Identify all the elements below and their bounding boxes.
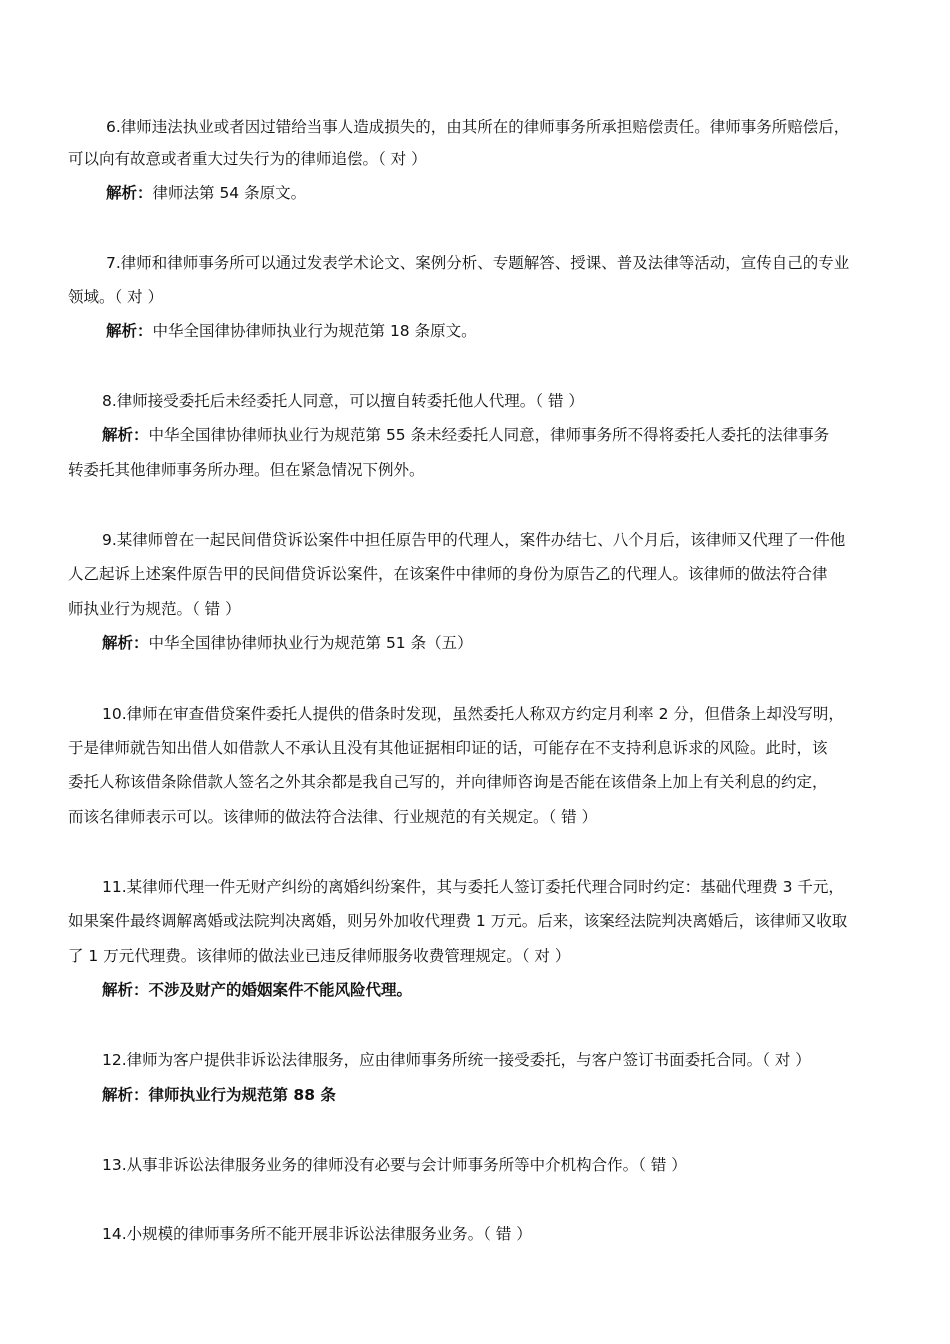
analysis-11-text: 不涉及财产的婚姻案件不能风险代理。 xyxy=(148,981,413,999)
question-7-line-1: 7.律师和律师事务所可以通过发表学术论文、案例分析、专题解答、授课、普及法律等活动，宣传自己的专业 xyxy=(106,254,850,272)
analysis-8 xyxy=(102,425,829,445)
question-7-line-2: 领域。（ 对 ） xyxy=(68,288,164,306)
analysis-12 xyxy=(102,1085,336,1105)
question-9-line-1: 9.某律师曾在一起民间借贷诉讼案件中担任原告甲的代理人，案件办结七、八个月后，该律师又代理了一件他 xyxy=(102,531,846,549)
analysis-12-text: 律师执业行为规范第 88 条 xyxy=(148,1086,336,1104)
question-6-line-1: 6.律师违法执业或者因过错给当事人造成损失的，由其所在的律师事务所承担赔偿责任。律师事务所赔偿后， xyxy=(106,118,850,136)
question-12-line-1: 12.律师为客户提供非诉讼法律服务，应由律师事务所统一接受委托，与客户签订书面委托合同。（ 对 ） xyxy=(102,1051,811,1069)
question-11-line-1: 11.某律师代理一件无财产纠纷的离婚纠纷案件，其与委托人签订委托代理合同时约定：基础代理费 3 千元， xyxy=(102,878,844,896)
question-11-line-3: 了 1 万元代理费。该律师的做法业已违反律师服务收费管理规定。（ 对 ） xyxy=(68,947,571,965)
analysis-9-text: 中华全国律协律师执业行为规范第 51 条（五） xyxy=(148,634,473,652)
analysis-9 xyxy=(102,633,473,653)
question-14-line-1: 14.小规模的律师事务所不能开展非诉讼法律服务业务。（ 错 ） xyxy=(102,1225,532,1243)
analysis-11 xyxy=(102,980,412,1000)
question-10-line-4: 而该名律师表示可以。该律师的做法符合法律、行业规范的有关规定。（ 错 ） xyxy=(68,808,598,826)
question-11-line-2: 如果案件最终调解离婚或法院判决离婚，则另外加收代理费 1 万元。后来，该案经法院判决离婚后，该律师又收取 xyxy=(68,912,848,930)
analysis-label: 解析： xyxy=(102,981,149,999)
analysis-7 xyxy=(106,321,477,341)
analysis-label: 解析： xyxy=(102,634,149,652)
analysis-8-text-1: 中华全国律协律师执业行为规范第 55 条未经委托人同意，律师事务所不得将委托人委托的法律事务 xyxy=(148,426,830,444)
analysis-6 xyxy=(106,183,306,203)
question-9-line-3: 师执业行为规范。（ 错 ） xyxy=(68,600,241,618)
analysis-label: 解析： xyxy=(106,322,153,340)
analysis-label: 解析： xyxy=(102,426,149,444)
question-9-line-2: 人乙起诉上述案件原告甲的民间借贷诉讼案件，在该案件中律师的身份为原告乙的代理人。该律师的做法符合律 xyxy=(68,565,828,583)
analysis-label: 解析： xyxy=(102,1086,149,1104)
question-10-line-2: 于是律师就告知出借人如借款人不承认且没有其他证据相印证的话，可能存在不支持利息诉求的风险。此时，该 xyxy=(68,739,828,757)
question-13-line-1: 13.从事非诉讼法律服务业务的律师没有必要与会计师事务所等中介机构合作。（ 错 ） xyxy=(102,1156,687,1174)
analysis-label: 解析： xyxy=(106,184,153,202)
question-8-line-1: 8.律师接受委托后未经委托人同意，可以擅自转委托他人代理。（ 错 ） xyxy=(102,392,584,410)
question-10-line-1: 10.律师在审查借贷案件委托人提供的借条时发现，虽然委托人称双方约定月利率 2 分，但借条上却没写明， xyxy=(102,705,844,723)
analysis-7-text: 中华全国律协律师执业行为规范第 18 条原文。 xyxy=(152,322,477,340)
question-10-line-3: 委托人称该借条除借款人签名之外其余都是我自己写的，并向律师咨询是否能在该借条上加上有关利息的约定， xyxy=(68,773,828,791)
question-6-line-2: 可以向有故意或者重大过失行为的律师追偿。（ 对 ） xyxy=(68,150,427,168)
analysis-8-text-2: 转委托其他律师事务所办理。但在紧急情况下例外。 xyxy=(68,461,425,479)
analysis-6-text: 律师法第 54 条原文。 xyxy=(152,184,307,202)
